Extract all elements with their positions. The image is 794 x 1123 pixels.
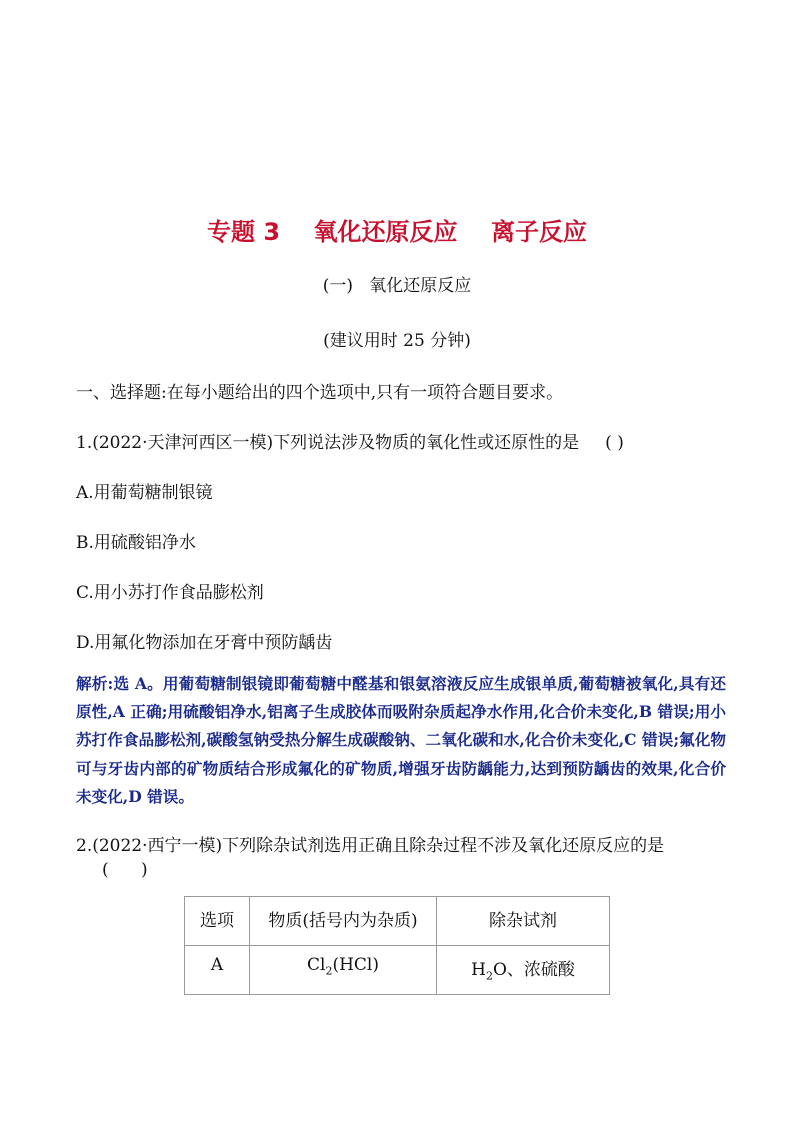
substance-formula: Cl: [307, 955, 326, 975]
table-header-row: [185, 897, 610, 946]
reagent-rest: O、浓硫酸: [492, 960, 575, 980]
question-1-answer-blank: ( ): [605, 433, 624, 453]
table-cell-substance: [250, 946, 437, 995]
question-1-option-c: C.用小苏打作食品膨松剂: [76, 583, 264, 603]
suggested-time: (建议用时 25 分钟): [323, 331, 471, 351]
question-2-answer-blank: ( ): [102, 860, 148, 880]
reagent-formula: H: [471, 960, 486, 980]
section-subtitle: (一) 氧化还原反应: [322, 276, 472, 296]
title-topic-2: 离子反应: [490, 218, 587, 246]
question-2-stem: 2.(2022·西宁一模)下列除杂试剂选用正确且除杂过程不涉及氧化还原反应的是: [76, 836, 665, 856]
analysis-text: 解析:选 A。用葡萄糖制银镜即葡萄糖中醛基和银氨溶液反应生成银单质,葡萄糖被氧化,具有还原性,A 正确;用硫酸铝净水,铝离子生成胶体而吸附杂质起净水作用,化合价未变化,B 错误;用小苏打作食品膨松剂,碳酸氢钠受热分解生成碳酸钠、二氧化碳和水,化合价未变化,C 错误;氟化物可与牙齿内部的矿物质结合形成氟化的矿物质,增强牙齿防龋能力,达到预防龋齿的效果,化合价未变化,D 错误。: [76, 674, 726, 806]
page-title: [0, 212, 794, 247]
table-cell-option: A: [185, 946, 250, 995]
question-1-stem: [76, 428, 624, 453]
question-1-option-b: B.用硫酸铝净水: [76, 533, 196, 553]
question-1-analysis: [76, 670, 726, 811]
table-header-reagent: 除杂试剂: [437, 897, 610, 946]
table-row: [185, 946, 610, 995]
reagent-subscript: 2: [485, 969, 493, 983]
question-2-table: [184, 896, 610, 995]
title-topic-number: 专题 3: [207, 218, 281, 246]
question-1-text: 1.(2022·天津河西区一模)下列说法涉及物质的氧化性或还原性的是: [76, 433, 580, 453]
title-topic-1: 氧化还原反应: [313, 218, 458, 246]
substance-subscript: 2: [325, 964, 333, 978]
section-heading: 一、选择题:在每小题给出的四个选项中,只有一项符合题目要求。: [76, 383, 564, 403]
substance-impurity: (HCl): [332, 955, 379, 975]
table-header-option: 选项: [185, 897, 250, 946]
question-1-option-a: A.用葡萄糖制银镜: [76, 483, 213, 503]
table-header-substance: 物质(括号内为杂质): [250, 897, 437, 946]
table-cell-reagent: [437, 946, 610, 995]
question-1-option-d: D.用氟化物添加在牙膏中预防龋齿: [76, 633, 333, 653]
